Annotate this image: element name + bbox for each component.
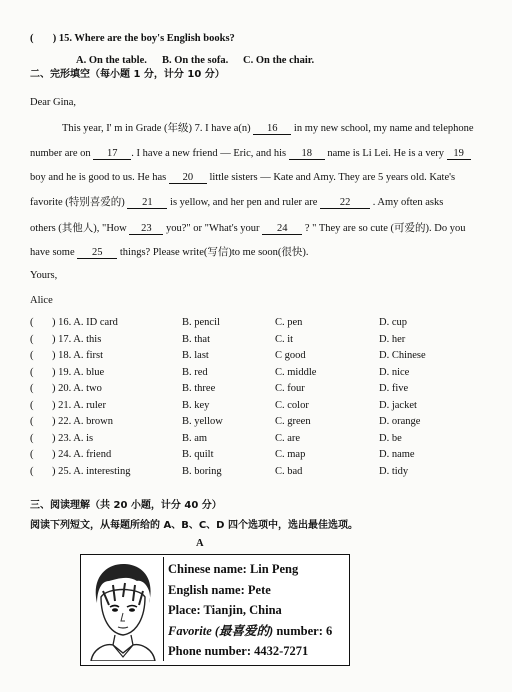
option-d-21: D. jacket (379, 399, 417, 411)
letter-signature: Alice (30, 295, 53, 306)
option-c-25: C. bad (275, 465, 303, 477)
passage-line-2: number are on 17 . I have a new friend — Eric, and his 18 name is Li Lei. He is a very 19 (30, 147, 471, 160)
answer-paren-open: ( (30, 366, 34, 378)
answer-paren-open: ( (30, 317, 34, 328)
option-q-20: ) 20. A. two (52, 383, 102, 394)
answer-paren-open: ( (30, 416, 34, 427)
answer-paren-open: ( (30, 333, 34, 345)
letter-closing: Yours, (30, 270, 58, 281)
id-card-value: Lin Peng (246, 562, 299, 576)
id-card-value: Pete (244, 582, 271, 597)
passage-line-6: have some 25 things? Please write(写信)to me soon(很快). (30, 247, 309, 258)
answer-paren-open: ( (30, 383, 34, 394)
option-d-18: D. Chinese (379, 350, 426, 361)
blank-19: 19 (447, 148, 471, 160)
option-b-17: B. that (182, 333, 210, 345)
option-q-17: ) 17. A. this (52, 333, 102, 345)
option-b-22: B. yellow (182, 416, 223, 427)
option-q-25: ) 25. A. interesting (52, 465, 131, 477)
option-b-19: B. red (182, 366, 208, 378)
blank-21: 21 (127, 197, 167, 209)
answer-paren-open: ( (30, 465, 34, 477)
q15-line (30, 32, 235, 45)
option-d-23: D. be (379, 432, 402, 444)
option-c-24: C. map (275, 449, 306, 460)
option-c-17: C. it (275, 333, 294, 345)
blank-18: 18 (289, 148, 325, 160)
boy-portrait-sketch-icon (83, 557, 164, 661)
blank-25: 25 (77, 247, 117, 259)
option-c-22: C. green (275, 416, 311, 427)
id-card-row (168, 559, 332, 580)
passage-line-4: favorite (特别喜爱的) 21 is yellow, and her pen and ruler are 22 . Amy often asks (30, 197, 444, 208)
blank-16: 16 (253, 123, 291, 135)
option-c-20: C. four (275, 383, 305, 394)
answer-paren-open: ( (30, 350, 34, 361)
option-q-21: ) 21. A. ruler (52, 399, 106, 411)
answer-paren-close: ) (52, 33, 57, 44)
q15-text: 15. Where are the boy's English books? (58, 33, 235, 44)
id-card-info (168, 559, 332, 662)
option-d-19: D. nice (379, 366, 410, 378)
answer-paren-open: ( (30, 432, 34, 444)
option-b-23: B. am (182, 432, 208, 444)
q15-option-a: A. On the table. (76, 55, 147, 66)
id-card-key: Chinese name: (168, 562, 247, 576)
passage-line-5: others (其他人), "How 23 you?" or "What's your 24 ? " They are so cute (可爱的). Do you (30, 223, 466, 234)
blank-22: 22 (320, 197, 370, 209)
section3-title: 三、阅读理解（共 20 小题，计分 40 分） (30, 500, 222, 511)
id-card-key: Place: (168, 603, 201, 617)
id-card (80, 554, 350, 666)
passage-line-1: This year, I' m in Grade (年级) 7. I have a(n) 16 in my new school, my name and telephone (62, 123, 474, 134)
id-card-key: Phone number: (168, 644, 251, 658)
option-d-25: D. tidy (379, 465, 409, 477)
id-card-key: Favorite (最喜爱的) (168, 623, 274, 638)
id-card-value: number: 6 (273, 623, 333, 638)
id-card-row (168, 621, 332, 642)
blank-17: 17 (93, 148, 131, 160)
id-card-key: English name: (168, 582, 245, 597)
option-q-24: ) 24. A. friend (52, 449, 112, 460)
section3-instruction: 阅读下列短文，从每题所给的 A、B、C、D 四个选项中，选出最佳选项。 (30, 520, 358, 531)
option-q-19: ) 19. A. blue (52, 366, 105, 378)
option-b-18: B. last (182, 350, 209, 361)
option-c-16: C. pen (275, 317, 303, 328)
option-d-22: D. orange (379, 416, 421, 427)
blank-20: 20 (169, 172, 207, 184)
option-b-21: B. key (182, 399, 210, 411)
option-q-16: ) 16. A. ID card (52, 317, 118, 328)
option-b-24: B. quilt (182, 449, 214, 460)
option-c-19: C. middle (275, 366, 317, 378)
id-card-value: 4432-7271 (251, 644, 309, 658)
letter-greeting: Dear Gina, (30, 97, 77, 108)
option-q-23: ) 23. A. is (52, 432, 94, 444)
option-d-24: D. name (379, 449, 415, 460)
option-q-22: ) 22. A. brown (52, 416, 113, 427)
option-d-17: D. her (379, 333, 406, 345)
option-c-23: C. are (275, 432, 301, 444)
passage-label-a: A (196, 538, 204, 549)
option-d-20: D. five (379, 383, 409, 394)
option-b-25: B. boring (182, 465, 222, 477)
answer-paren-open: ( (30, 33, 34, 44)
q15-option-c: C. On the chair. (243, 55, 315, 66)
blank-23: 23 (129, 223, 163, 235)
passage-line-3: boy and he is good to us. He has 20 little sisters — Kate and Amy. They are 5 years old. Kate's (30, 172, 456, 183)
option-c-21: C. color (275, 399, 309, 411)
id-card-value: Tianjin, China (200, 603, 282, 617)
id-card-row (168, 600, 332, 621)
q15-option-b: B. On the sofa. (162, 55, 229, 66)
blank-24: 24 (262, 223, 302, 235)
option-q-18: ) 18. A. first (52, 350, 104, 361)
option-b-20: B. three (182, 383, 216, 394)
id-card-row (168, 641, 332, 662)
option-d-16: D. cup (379, 317, 407, 328)
answer-paren-open: ( (30, 399, 34, 411)
id-card-row (168, 580, 332, 601)
section2-title: 二、完形填空（每小题 1 分，计分 10 分） (30, 69, 225, 80)
answer-paren-open: ( (30, 449, 34, 460)
option-b-16: B. pencil (182, 317, 220, 328)
option-c-18: C good (275, 350, 306, 361)
